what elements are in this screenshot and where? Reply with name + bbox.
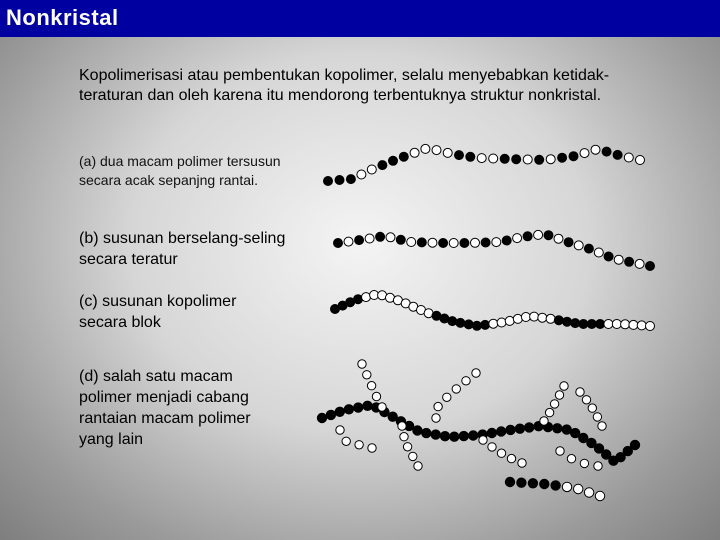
- filled-bead: [335, 407, 344, 416]
- open-bead: [574, 484, 583, 493]
- filled-bead: [563, 317, 572, 326]
- open-bead: [646, 322, 655, 331]
- chain-alternating: [334, 230, 655, 270]
- open-bead: [414, 462, 422, 470]
- filled-bead: [469, 431, 478, 440]
- open-bead: [521, 313, 530, 322]
- open-bead: [344, 237, 353, 246]
- open-bead: [540, 417, 548, 425]
- open-bead: [562, 482, 571, 491]
- filled-bead: [505, 477, 514, 486]
- open-bead: [479, 436, 487, 444]
- filled-bead: [625, 257, 634, 266]
- open-bead: [538, 313, 547, 322]
- open-bead: [452, 385, 460, 393]
- open-bead: [428, 238, 437, 247]
- open-bead: [591, 145, 600, 154]
- filled-bead: [602, 147, 611, 156]
- filled-bead: [399, 152, 408, 161]
- filled-bead: [326, 410, 335, 419]
- open-bead: [636, 156, 645, 165]
- open-bead: [355, 441, 363, 449]
- open-bead: [584, 488, 593, 497]
- open-bead: [336, 426, 344, 434]
- filled-bead: [450, 432, 459, 441]
- open-bead: [530, 312, 539, 321]
- filled-bead: [579, 320, 588, 329]
- chain-graft: [317, 360, 639, 501]
- open-bead: [595, 491, 604, 500]
- open-bead: [367, 165, 376, 174]
- filled-bead: [459, 431, 468, 440]
- filled-bead: [481, 320, 490, 329]
- filled-bead: [554, 316, 563, 325]
- label-line: secara acak sepanjng rantai.: [79, 172, 258, 188]
- filled-bead: [355, 236, 364, 245]
- filled-bead: [564, 238, 573, 247]
- filled-bead: [553, 424, 562, 433]
- open-bead: [507, 454, 515, 462]
- filled-bead: [544, 231, 553, 240]
- filled-bead: [525, 423, 534, 432]
- open-bead: [546, 155, 555, 164]
- filled-bead: [363, 401, 372, 410]
- open-bead: [386, 233, 395, 242]
- filled-bead: [517, 478, 526, 487]
- open-bead: [477, 154, 486, 163]
- open-bead: [410, 148, 419, 157]
- open-bead: [556, 447, 564, 455]
- label-line: (d) salah satu macam: [79, 368, 233, 385]
- open-bead: [432, 414, 440, 422]
- open-bead: [488, 443, 496, 451]
- open-bead: [342, 437, 350, 445]
- open-bead: [545, 408, 553, 416]
- label-line: (c) susunan kopolimer: [79, 293, 237, 310]
- open-bead: [492, 238, 501, 247]
- open-bead: [576, 388, 584, 396]
- open-bead: [362, 293, 371, 302]
- filled-bead: [466, 152, 475, 161]
- open-bead: [621, 320, 630, 329]
- open-bead: [550, 400, 558, 408]
- filled-bead: [346, 175, 355, 184]
- filled-bead: [335, 176, 344, 185]
- filled-bead: [422, 428, 431, 437]
- filled-bead: [455, 151, 464, 160]
- open-bead: [471, 238, 480, 247]
- filled-bead: [344, 405, 353, 414]
- open-bead: [368, 444, 376, 452]
- filled-bead: [558, 153, 567, 162]
- filled-bead: [512, 155, 521, 164]
- open-bead: [580, 149, 589, 158]
- label-line: secara blok: [79, 314, 161, 331]
- open-bead: [443, 148, 452, 157]
- filled-bead: [584, 244, 593, 253]
- filled-bead: [396, 235, 405, 244]
- open-bead: [580, 459, 588, 467]
- open-bead: [489, 154, 498, 163]
- open-bead: [588, 404, 596, 412]
- open-bead: [489, 319, 498, 328]
- open-bead: [497, 449, 505, 457]
- open-bead: [363, 371, 371, 379]
- filled-bead: [497, 427, 506, 436]
- open-bead: [449, 239, 458, 248]
- filled-bead: [431, 430, 440, 439]
- filled-bead: [389, 156, 398, 165]
- open-bead: [635, 259, 644, 268]
- filled-bead: [464, 320, 473, 329]
- open-bead: [534, 230, 543, 239]
- open-bead: [372, 392, 380, 400]
- filled-bead: [596, 320, 605, 329]
- open-bead: [409, 452, 417, 460]
- open-bead: [421, 144, 430, 153]
- filled-bead: [571, 319, 580, 328]
- open-bead: [624, 153, 633, 162]
- open-bead: [434, 402, 442, 410]
- filled-bead: [354, 403, 363, 412]
- label-line: polimer menjadi cabang: [79, 389, 249, 406]
- open-bead: [612, 320, 621, 329]
- open-bead: [400, 433, 408, 441]
- filled-bead: [439, 239, 448, 248]
- filled-bead: [440, 432, 449, 441]
- label-line: secara teratur: [79, 251, 178, 268]
- open-bead: [462, 377, 470, 385]
- chain-block: [331, 291, 655, 331]
- filled-bead: [569, 152, 578, 161]
- open-bead: [546, 314, 555, 323]
- open-bead: [378, 403, 386, 411]
- filled-bead: [500, 154, 509, 163]
- open-bead: [594, 462, 602, 470]
- filled-bead: [646, 262, 655, 271]
- chain-random: [324, 144, 645, 185]
- filled-bead: [456, 318, 465, 327]
- open-bead: [637, 321, 646, 330]
- open-bead: [365, 234, 374, 243]
- open-bead: [598, 422, 606, 430]
- open-bead: [523, 155, 532, 164]
- open-bead: [567, 455, 575, 463]
- open-bead: [497, 318, 506, 327]
- filled-bead: [540, 479, 549, 488]
- filled-bead: [604, 252, 613, 261]
- open-bead: [403, 443, 411, 451]
- filled-bead: [378, 161, 387, 170]
- filled-bead: [317, 413, 326, 422]
- label-line: (b) susunan berselang-seling: [79, 230, 286, 247]
- open-bead: [513, 234, 522, 243]
- open-bead: [513, 314, 522, 323]
- open-bead: [554, 234, 563, 243]
- intro-text: Kopolimerisasi atau pembentukan kopolimer, selalu menyebabkan ketidak-teraturan dan oleh karena itu mendorong terbentuknya struktur nonkristal.: [79, 67, 610, 104]
- open-bead: [472, 369, 480, 377]
- filled-bead: [528, 479, 537, 488]
- filled-bead: [523, 232, 532, 241]
- open-bead: [555, 391, 563, 399]
- filled-bead: [535, 155, 544, 164]
- filled-bead: [587, 320, 596, 329]
- filled-bead: [413, 426, 422, 435]
- filled-bead: [506, 425, 515, 434]
- filled-bead: [562, 425, 571, 434]
- open-bead: [629, 320, 638, 329]
- filled-bead: [460, 239, 469, 248]
- filled-bead: [487, 428, 496, 437]
- open-bead: [593, 413, 601, 421]
- open-bead: [443, 393, 451, 401]
- filled-bead: [502, 236, 511, 245]
- filled-bead: [515, 424, 524, 433]
- label-line: yang lain: [79, 431, 144, 448]
- label-line: rantaian macam polimer: [79, 410, 251, 427]
- open-bead: [357, 170, 366, 179]
- open-bead: [560, 382, 568, 390]
- filled-bead: [417, 238, 426, 247]
- open-bead: [505, 316, 514, 325]
- filled-bead: [551, 481, 560, 490]
- filled-bead: [334, 239, 343, 248]
- slide-title: Nonkristal: [6, 5, 119, 30]
- open-bead: [604, 320, 613, 329]
- filled-bead: [472, 321, 481, 330]
- open-bead: [398, 422, 406, 430]
- open-bead: [574, 241, 583, 250]
- open-bead: [432, 146, 441, 155]
- open-bead: [407, 238, 416, 247]
- label-line: (a) dua macam polimer tersusun: [79, 153, 281, 169]
- filled-bead: [448, 317, 457, 326]
- open-bead: [367, 382, 375, 390]
- filled-bead: [376, 232, 385, 241]
- open-bead: [518, 459, 526, 467]
- open-bead: [594, 248, 603, 257]
- open-bead: [582, 396, 590, 404]
- filled-bead: [481, 238, 490, 247]
- open-bead: [358, 360, 366, 368]
- filled-bead: [630, 440, 639, 449]
- filled-bead: [613, 150, 622, 159]
- filled-bead: [324, 177, 333, 186]
- open-bead: [614, 255, 623, 264]
